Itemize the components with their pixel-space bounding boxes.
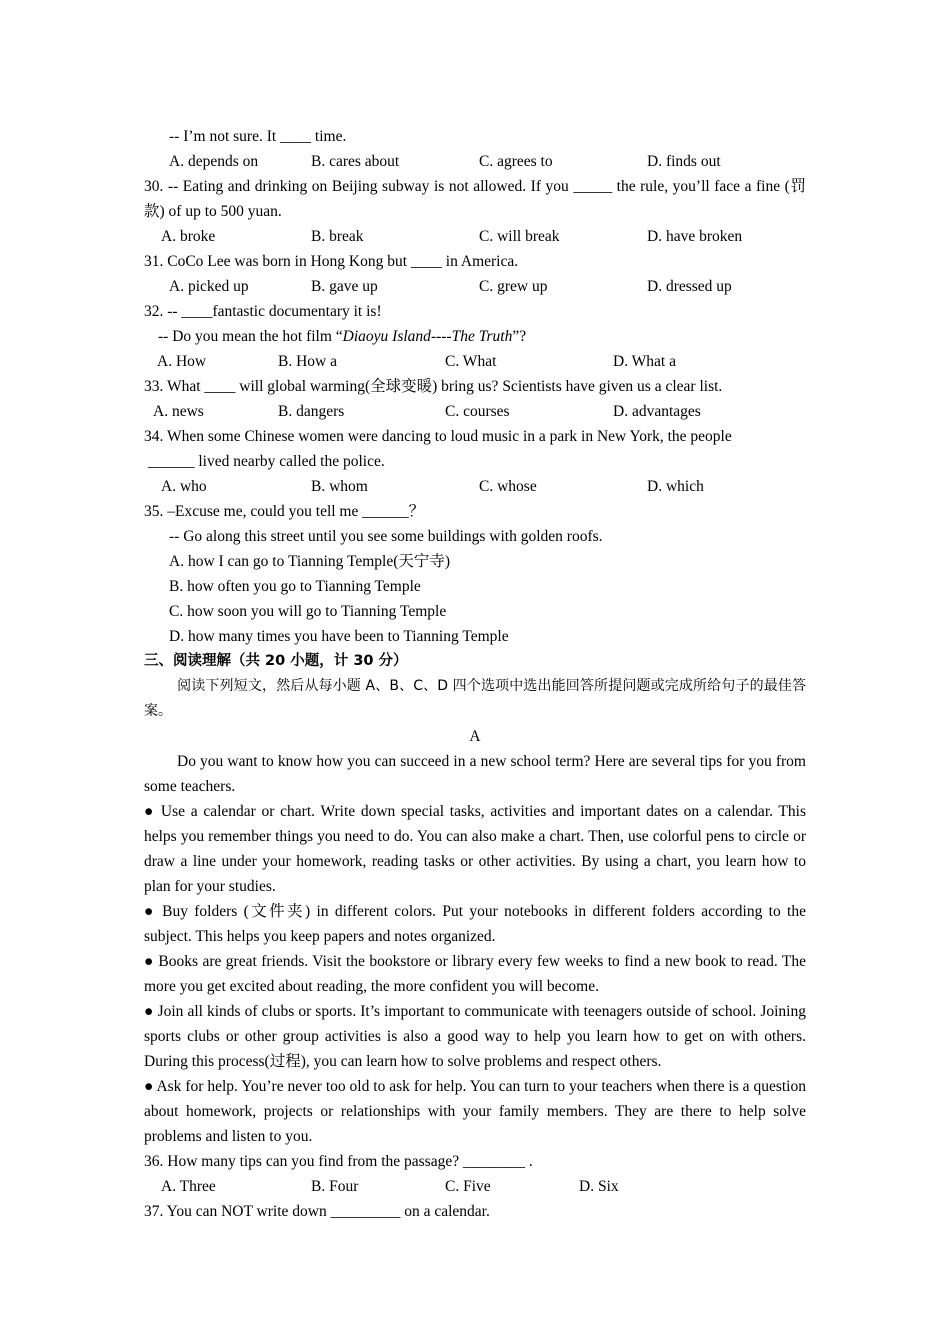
q35-option-d: D. how many times you have been to Tianning Temple (169, 628, 509, 645)
q29-options (144, 149, 806, 174)
q29-option-d: D. finds out (647, 153, 721, 170)
q31-options (144, 274, 806, 299)
q32-option-b: B. How a (278, 353, 337, 370)
exam-page (144, 124, 806, 1224)
q35-question: 35. –Excuse me, could you tell me ______？ (144, 503, 425, 520)
passage-a-tip: ● Join all kinds of clubs or sports. It’s important to communicate with teenagers outside of school. Joining sports clubs or other group activities is also a good way to help you learn how to get on with others. During this process(过程), you can learn how to solve problems and respect others. (144, 1003, 806, 1070)
q32-option-c: C. What (445, 353, 497, 370)
q33-question: 33. What ____ will global warming(全球变暖) bring us? Scientists have given us a clear list. (144, 378, 723, 395)
q36-option-b: B. Four (311, 1178, 359, 1195)
q32-reply-after: ”? (512, 328, 527, 345)
passage-a-intro (144, 749, 806, 799)
q33-option-b: B. dangers (278, 403, 345, 420)
q32-reply (144, 324, 806, 349)
q34-option-c: C. whose (479, 478, 537, 495)
q31-question: 31. CoCo Lee was born in Hong Kong but ____ in America. (144, 253, 519, 270)
q29-reply: -- I’m not sure. It ____ time. (169, 128, 347, 145)
q34-option-d: D. which (647, 478, 704, 495)
passage-a-label: A (469, 728, 481, 745)
passage-a-tip: ● Buy folders (文件夹) in different colors. Put your notebooks in different folders according to the subject. This helps you keep papers and notes organized. (144, 903, 806, 945)
q36-options (144, 1174, 806, 1199)
q30-question: 30. -- Eating and drinking on Beijing subway is not allowed. If you _____ the rule, you’ll face a fine (罚款) of up to 500 yuan. (144, 178, 806, 220)
q32-option-d: D. What a (613, 353, 676, 370)
q29-option-b: B. cares about (311, 153, 400, 170)
q32-option-a: A. How (157, 353, 207, 370)
q31-option-c: C. grew up (479, 278, 548, 295)
q32-reply-before: -- Do you mean the hot film “ (158, 328, 343, 345)
q36-option-d: D. Six (579, 1178, 619, 1195)
q30-option-a: A. broke (161, 228, 216, 245)
q34-options (144, 474, 806, 499)
q31-option-d: D. dressed up (647, 278, 732, 295)
q31-option-a: A. picked up (169, 278, 249, 295)
section-3-instruction-text: 阅读下列短文，然后从每小题 A、B、C、D 四个选项中选出能回答所提问题或完成所给句子的最佳答案。 (144, 678, 806, 719)
q31-option-b: B. gave up (311, 278, 378, 295)
q33-option-a: A. news (153, 403, 204, 420)
q29-option-a: A. depends on (169, 153, 259, 170)
passage-a-intro-text: Do you want to know how you can succeed in a new school term? Here are several tips for you from some teachers. (144, 753, 806, 795)
q37-question: 37. You can NOT write down _________ on a calendar. (144, 1203, 490, 1220)
q29-option-c: C. agrees to (479, 153, 553, 170)
q32-film-sep: ---- (430, 328, 452, 345)
q33-option-c: C. courses (445, 403, 510, 420)
q32-film-title-2: The Truth (451, 328, 513, 345)
q30-option-c: C. will break (479, 228, 560, 245)
passage-a-tip: ● Ask for help. You’re never too old to ask for help. You can turn to your teachers when there is a question about homework, projects or relationships with your family members. They are there to help solve problems and listen to you. (144, 1078, 806, 1145)
passage-a-tip: ● Use a calendar or chart. Write down special tasks, activities and important dates on a calendar. This helps you remember things you need to do. You can also make a chart. Then, use colorful pens to circle or draw a line under your homework, reading tasks or other activities. By using a chart, you learn how to plan for your studies. (144, 803, 806, 895)
q34-option-a: A. who (161, 478, 207, 495)
q36-question: 36. How many tips can you find from the passage? ________ . (144, 1153, 533, 1170)
q30-options (144, 224, 806, 249)
q35-option-a: A. how I can go to Tianning Temple(天宁寺) (169, 553, 451, 570)
passage-a-tip: ● Books are great friends. Visit the bookstore or library every few weeks to find a new book to read. The more you get excited about reading, the more confident you will become. (144, 953, 806, 995)
q33-option-d: D. advantages (613, 403, 701, 420)
q34-question-line2: ______ lived nearby called the police. (148, 453, 385, 470)
section-3-heading: 三、阅读理解（共 20 小题，计 30 分） (144, 653, 408, 669)
q32-film-title-1: Diaoyu Island (342, 328, 431, 345)
q33-options (144, 399, 806, 424)
q35-option-c: C. how soon you will go to Tianning Temple (169, 603, 447, 620)
q32-options (144, 349, 806, 374)
q32-question: 32. -- ____fantastic documentary it is! (144, 303, 382, 320)
q30-option-b: B. break (311, 228, 364, 245)
q30-option-d: D. have broken (647, 228, 743, 245)
q36-option-a: A. Three (161, 1178, 216, 1195)
q35-option-b: B. how often you go to Tianning Temple (169, 578, 421, 595)
q34-question-line1: 34. When some Chinese women were dancing to loud music in a park in New York, the people (144, 428, 732, 445)
q34-option-b: B. whom (311, 478, 368, 495)
q35-reply: -- Go along this street until you see some buildings with golden roofs. (169, 528, 603, 545)
q36-option-c: C. Five (445, 1178, 491, 1195)
section-3-instruction (144, 674, 806, 724)
